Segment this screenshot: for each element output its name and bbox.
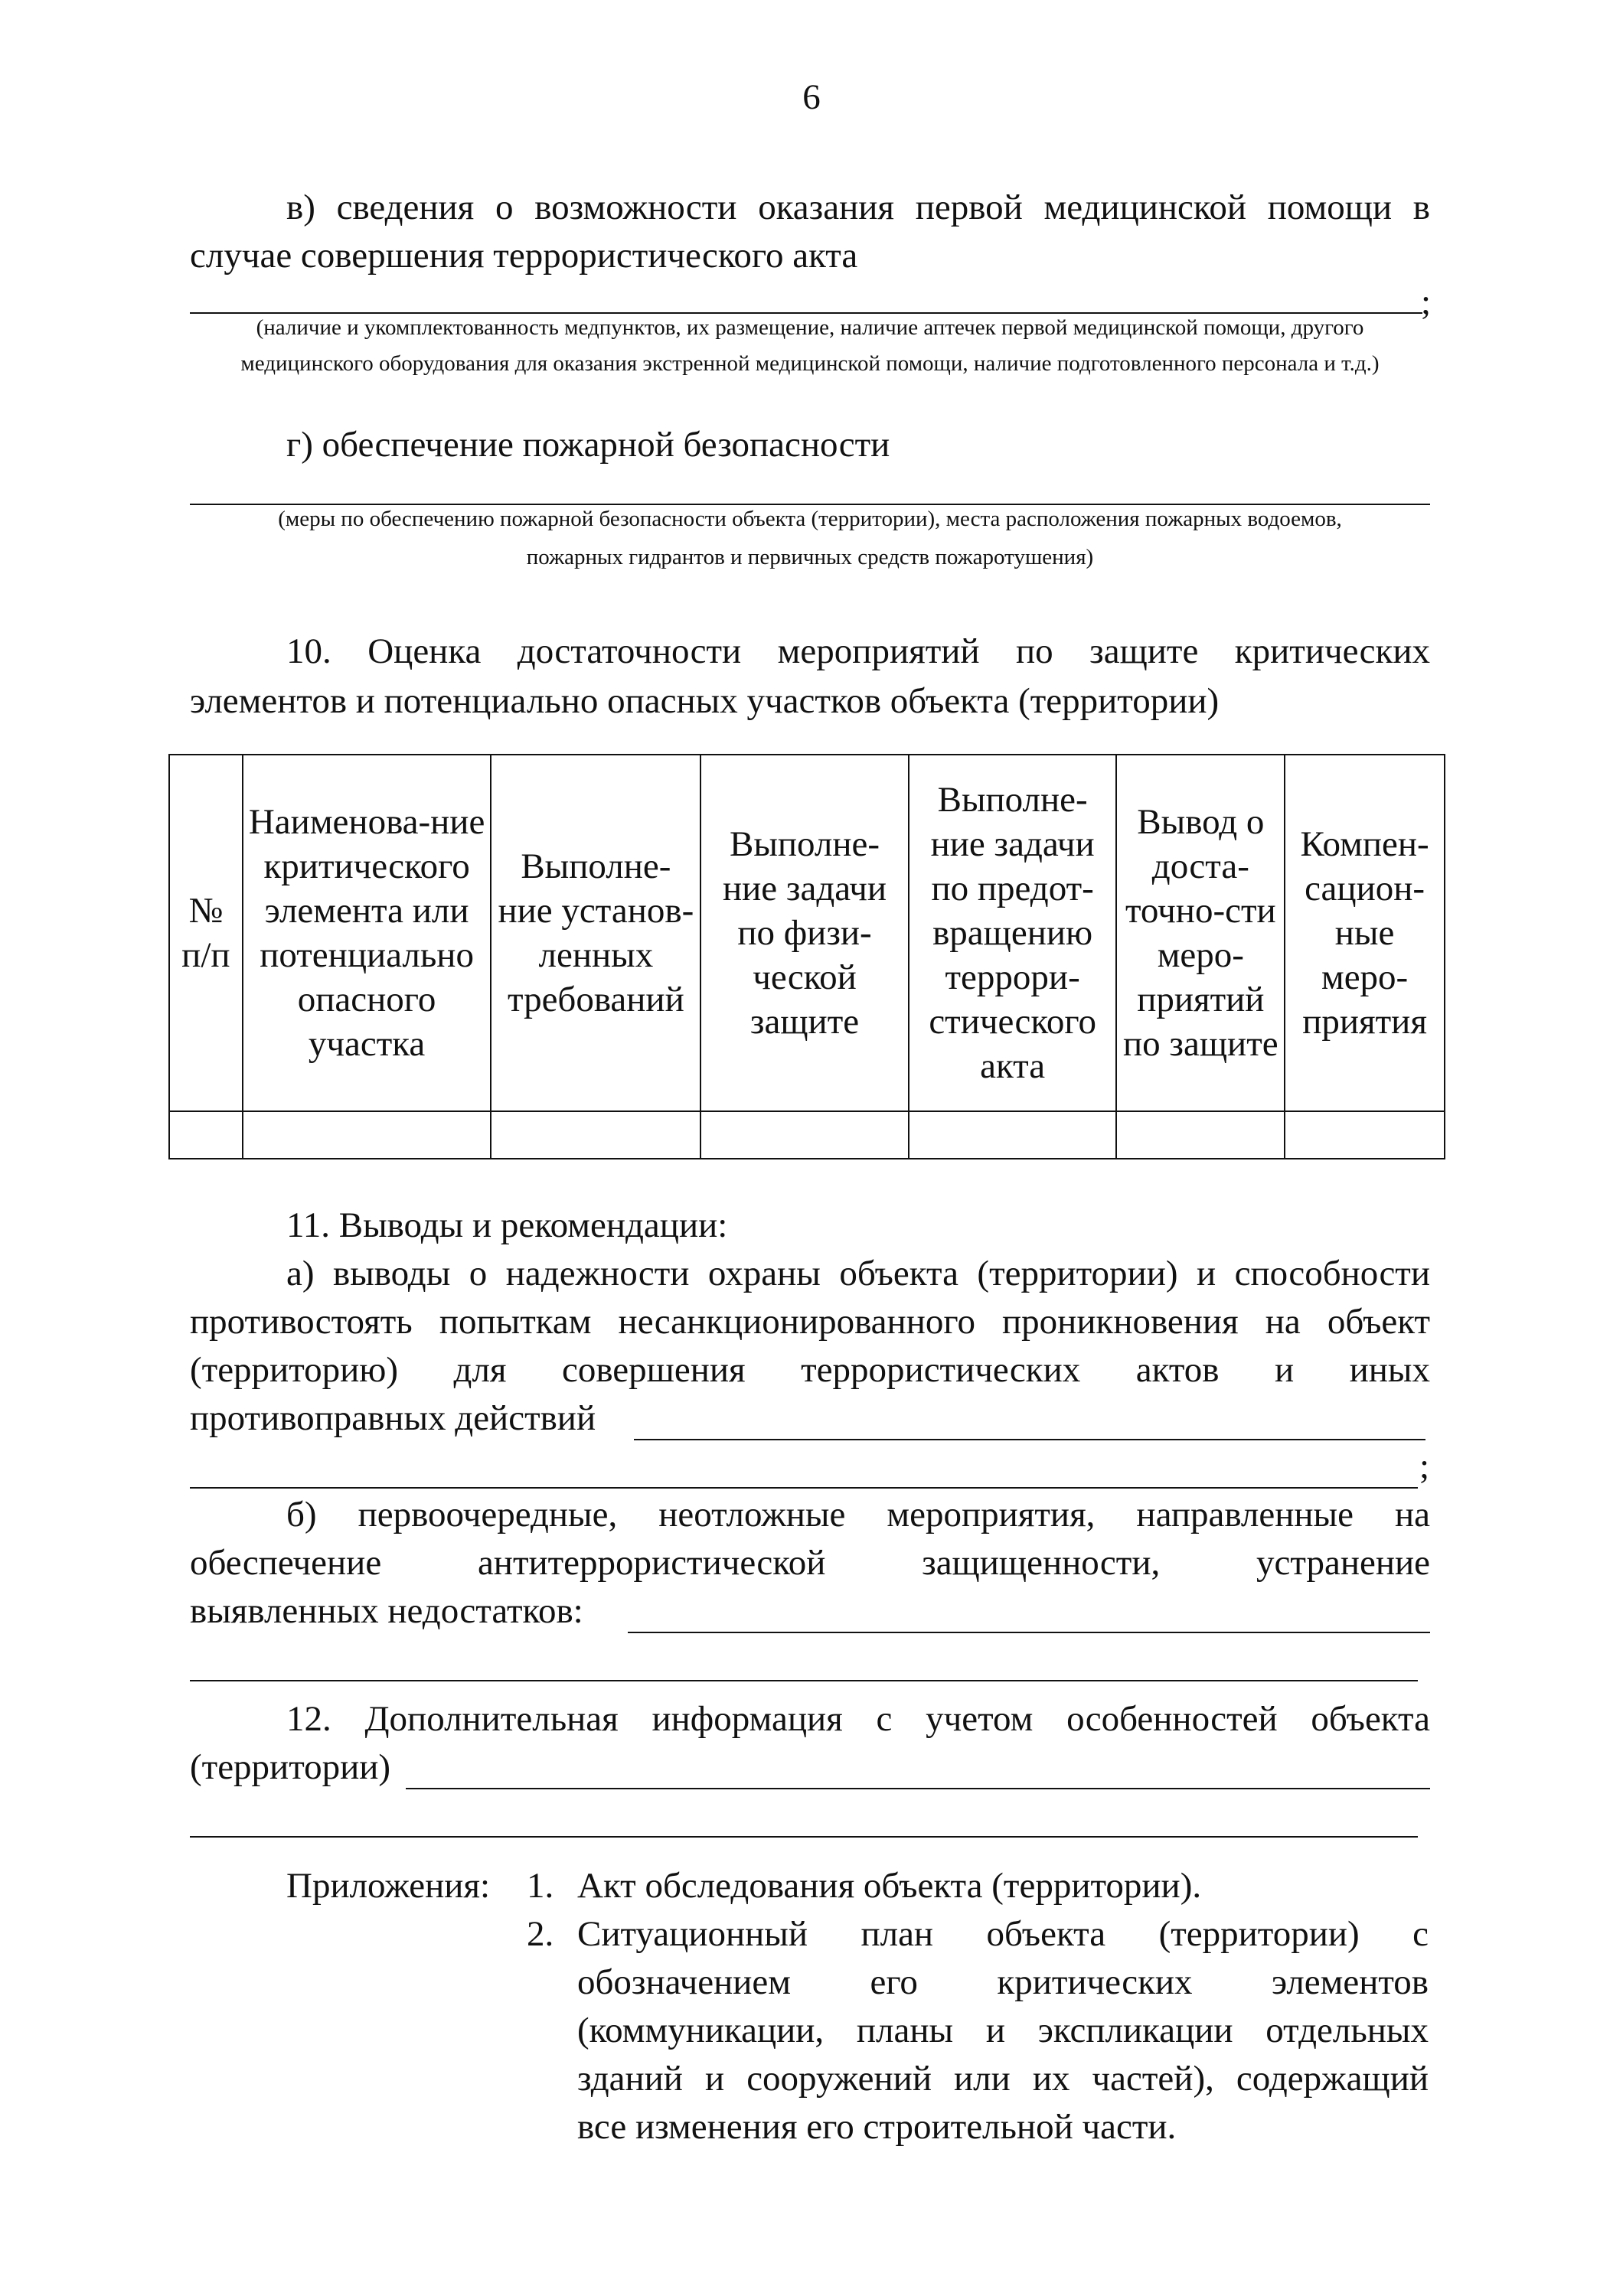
column-header: Наименова-ние критического элемента или потенциально опасного участка <box>243 755 491 1111</box>
table-cell[interactable] <box>1285 1111 1445 1159</box>
table-header-row <box>169 755 1445 1111</box>
column-header: Выполне-ние задачи по физи-ческой защите <box>700 755 909 1111</box>
section-11-a-line1: а) выводы о надежности охраны объекта (территории) и способности <box>286 1254 1430 1293</box>
section-11-a-fill-line[interactable] <box>634 1394 1425 1440</box>
appendix-item-2-line3: (коммуникации, планы и экспликации отдельных <box>577 2011 1429 2050</box>
section-11-a-line2: противостоять попыткам несанкционированного проникновения на объект <box>190 1302 1430 1342</box>
section-g-note-line2: пожарных гидрантов и первичных средств пожаротушения) <box>526 545 1094 569</box>
section-12-line1: 12. Дополнительная информация с учетом особенностей объекта <box>286 1699 1430 1739</box>
appendix-item-2-line2: обозначением его критических элементов <box>577 1962 1429 2002</box>
section-10-line2: элементов и потенциально опасных участков объекта (территории) <box>190 681 1220 721</box>
section-11-b-line2: обеспечение антитеррористической защищенности, устранение <box>190 1543 1430 1583</box>
page-number: 6 <box>802 77 821 117</box>
appendices-label: Приложения: <box>286 1866 491 1906</box>
table-cell[interactable] <box>909 1111 1117 1159</box>
table-row <box>169 1111 1445 1159</box>
section-11-a-terminator: ; <box>1419 1446 1430 1486</box>
column-header: Выполне-ние установ-ленных требований <box>491 755 700 1111</box>
section-12-fill-line[interactable] <box>406 1743 1430 1789</box>
appendix-item-2-line5: все изменения его строительной части. <box>577 2107 1177 2147</box>
section-10-line1: 10. Оценка достаточности мероприятий по защите критических <box>286 631 1430 671</box>
section-v-note-line1: (наличие и укомплектованность медпунктов, их размещение, наличие аптечек первой медицинской помощи, другого <box>256 315 1364 340</box>
column-header: Выполне-ние задачи по предот-вращению террори-стического акта <box>909 755 1117 1111</box>
section-g-title: г) обеспечение пожарной безопасности <box>286 425 890 465</box>
table-cell[interactable] <box>700 1111 909 1159</box>
section-11-a-line4: противоправных действий <box>190 1398 596 1438</box>
appendix-item-1-text: Акт обследования объекта (территории). <box>577 1866 1202 1906</box>
section-v-line2: случае совершения террористического акта <box>190 236 858 276</box>
table-cell[interactable] <box>243 1111 491 1159</box>
column-header: Вывод о доста-точно-сти меро-приятий по защите <box>1116 755 1285 1111</box>
table-cell[interactable] <box>491 1111 700 1159</box>
appendix-item-1-number: 1. <box>527 1866 554 1906</box>
section-v-terminator: ; <box>1421 282 1432 322</box>
section-v-line1: в) сведения о возможности оказания первой медицинской помощи в <box>286 188 1430 227</box>
section-11-b-fill-line[interactable] <box>628 1587 1430 1633</box>
section-11-b-fill-line-2[interactable] <box>190 1636 1418 1681</box>
table-cell[interactable] <box>169 1111 243 1159</box>
appendix-item-2-line1: Ситуационный план объекта (территории) с <box>577 1914 1429 1954</box>
section-g-note-line1: (меры по обеспечению пожарной безопасности объекта (территории), места расположения пожарных водоемов, <box>278 507 1342 531</box>
section-11-b-line1: б) первоочередные, неотложные мероприятия, направленные на <box>286 1495 1430 1534</box>
appendix-item-2-line4: зданий и сооружений или их частей), содержащий <box>577 2059 1429 2099</box>
section-v-note-line2: медицинского оборудования для оказания экстренной медицинской помощи, наличие подготовленного персонала и т.д.) <box>240 351 1380 376</box>
appendix-item-2-number: 2. <box>527 1914 554 1954</box>
section-12-fill-line-2[interactable] <box>190 1792 1418 1838</box>
table-cell[interactable] <box>1116 1111 1285 1159</box>
section-11-b-line3: выявленных недостатков: <box>190 1591 583 1631</box>
section-12-line2: (территории) <box>190 1747 391 1787</box>
column-header: № п/п <box>169 755 243 1111</box>
section-11-a-line3: (территорию) для совершения террористических актов и иных <box>190 1350 1430 1390</box>
section-11-a-fill-line-2[interactable] <box>190 1443 1418 1489</box>
appendix-item-1 <box>527 1862 1201 1910</box>
section-11-title: 11. Выводы и рекомендации: <box>286 1205 728 1245</box>
column-header: Компен-сацион-ные меро-приятия <box>1285 755 1445 1111</box>
assessment-table <box>168 754 1445 1159</box>
appendix-item-2 <box>527 1910 1429 1958</box>
